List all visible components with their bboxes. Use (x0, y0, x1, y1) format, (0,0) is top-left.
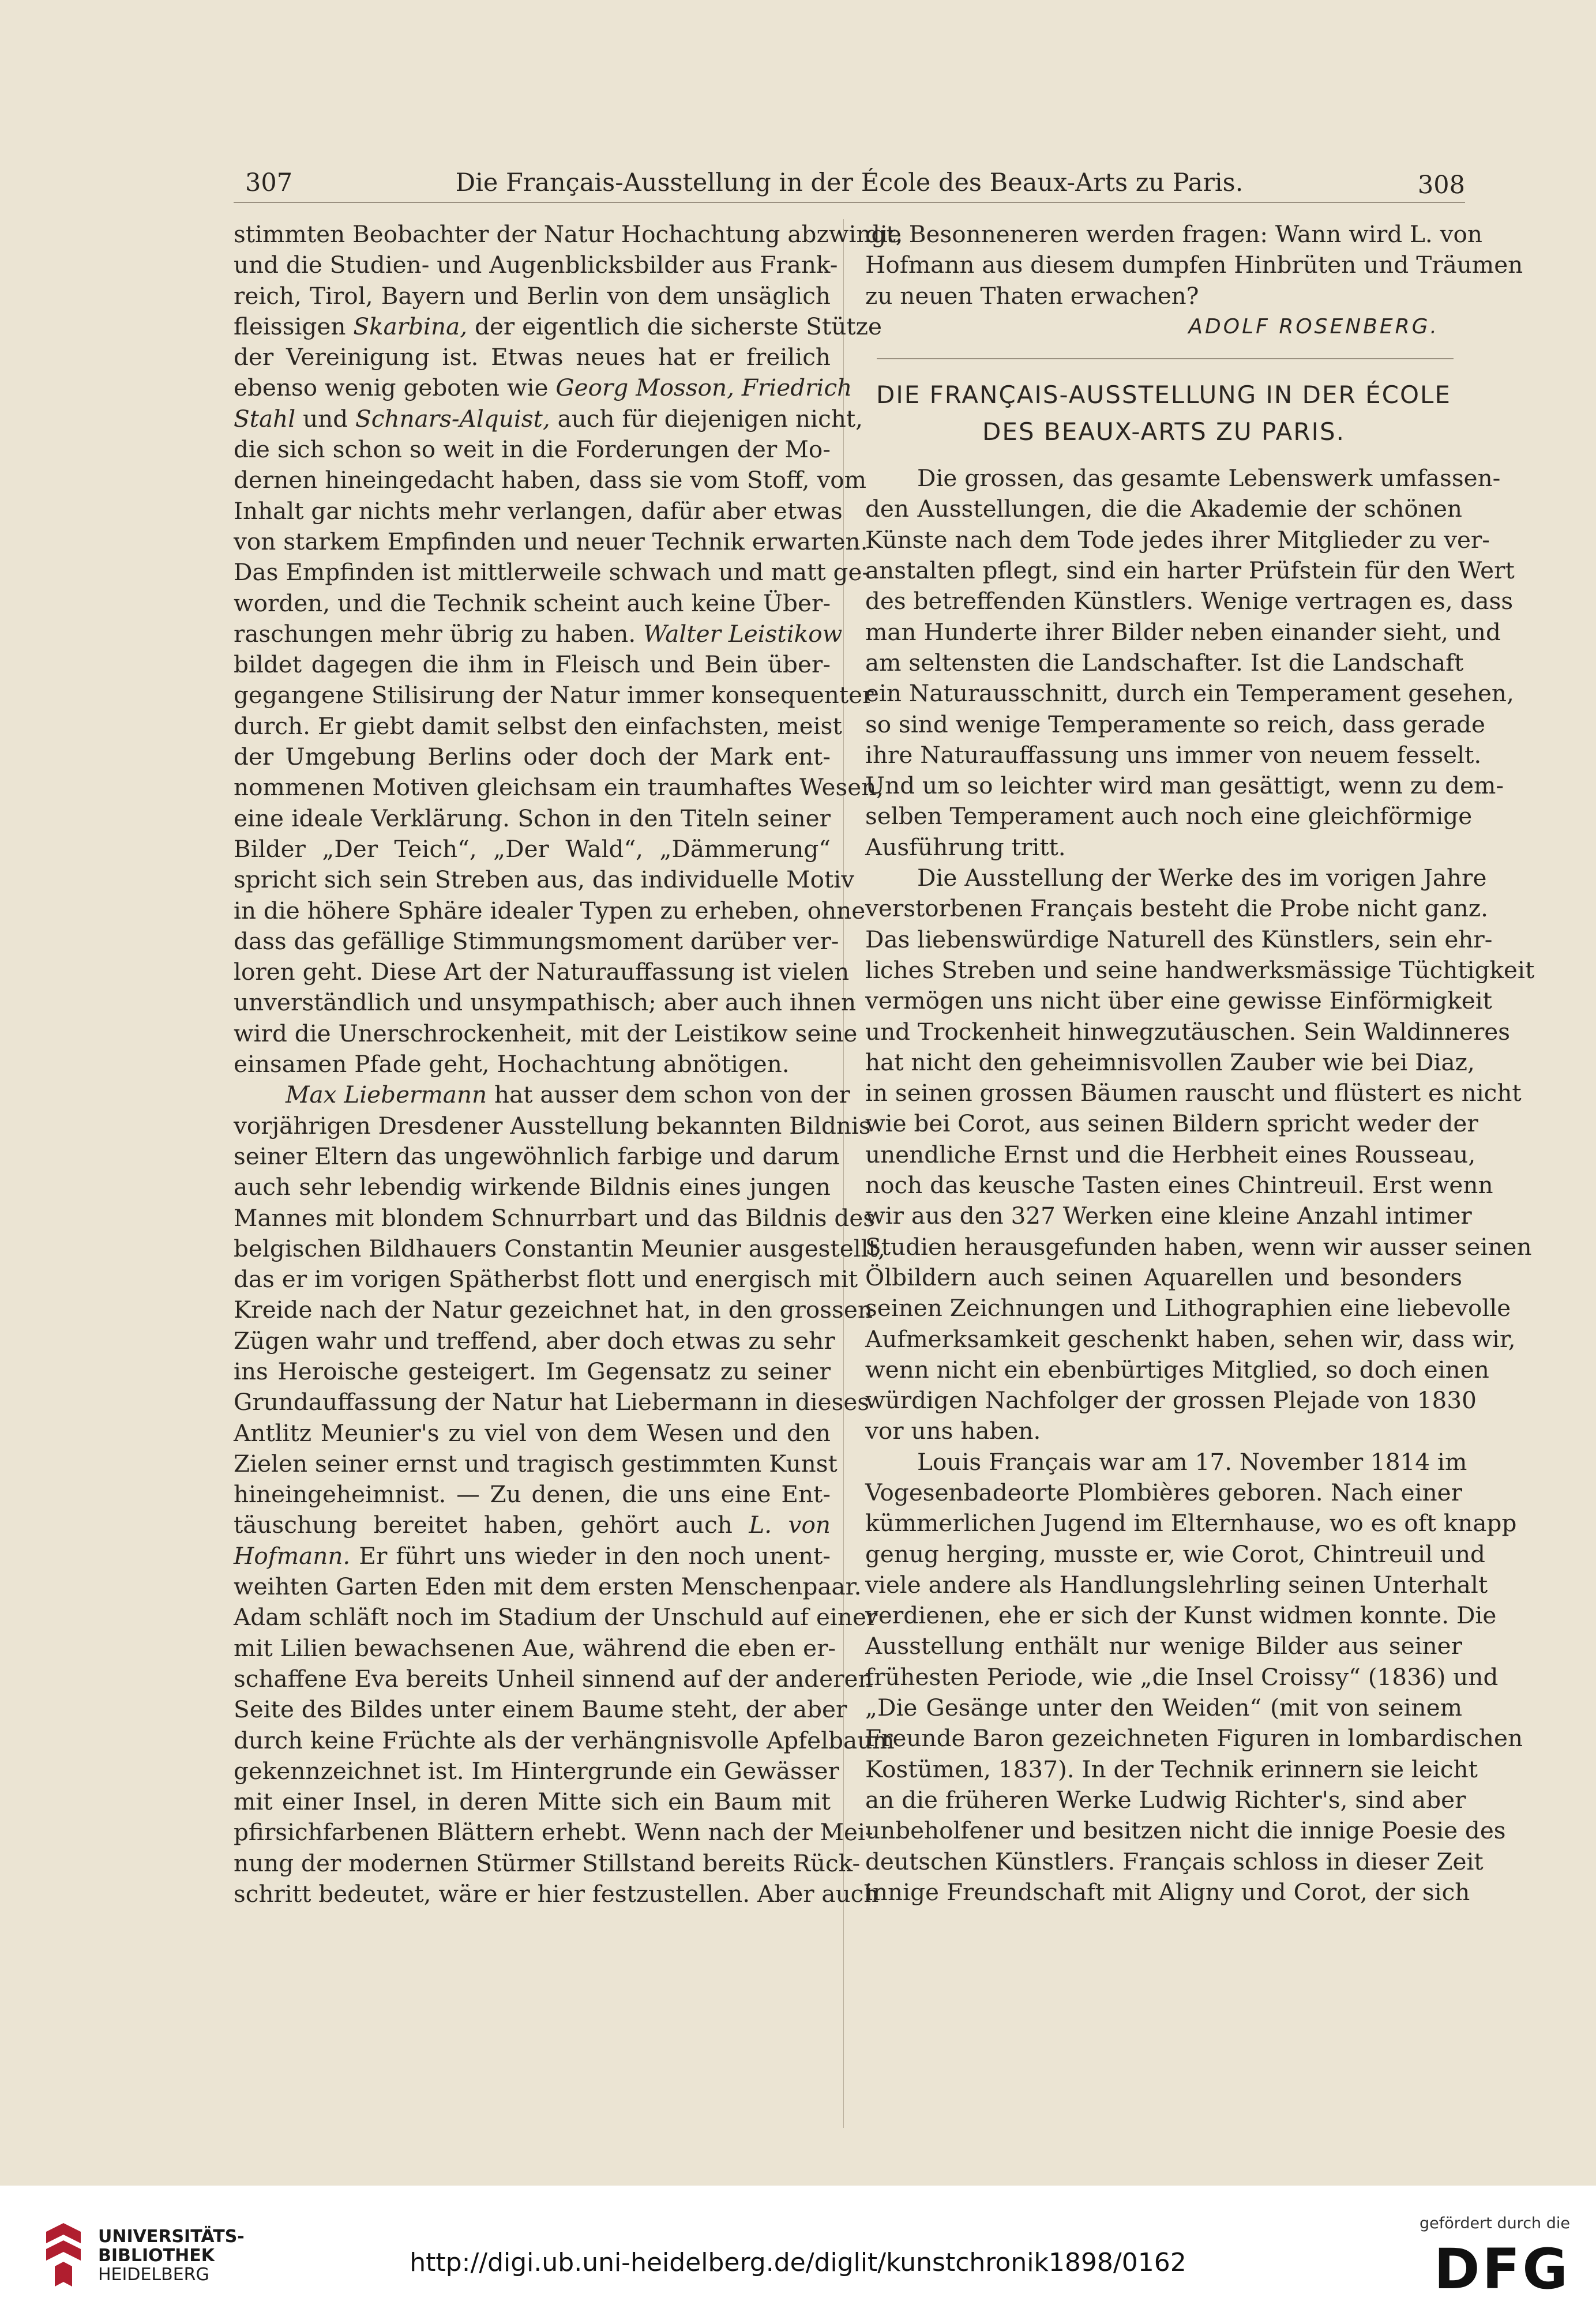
text-line: Freunde Baron gezeichneten Figuren in lombardischen (865, 1724, 1523, 1753)
text-line: schritt bedeutet, wäre er hier festzustellen. Aber auch (234, 1880, 879, 1908)
text-line: selben Temperament auch noch eine gleichförmige (865, 802, 1473, 830)
text-line: zu neuen Thaten erwachen? (865, 281, 1199, 310)
running-title: Die Français-Ausstellung in der École des Beaux-Arts zu Paris. (455, 168, 1244, 197)
text-line: die sich schon so weit in die Forderungen der Mo- (234, 435, 831, 464)
text-line: ein Naturausschnitt, durch ein Temperament gesehen, (865, 679, 1514, 708)
text-line: Das Empfinden ist mittlerweile schwach und matt ge- (234, 558, 870, 586)
text-line: in die höhere Sphäre idealer Typen zu erheben, ohne (234, 896, 866, 924)
digitization-footer (0, 2186, 1596, 2324)
text-line: Zielen seiner ernst und tragisch gestimmten Kunst (234, 1449, 838, 1477)
text-line: dass das gefällige Stimmungsmoment darüber ver- (234, 927, 839, 955)
text-line: Ausstellung enthält nur wenige Bilder aus seiner (865, 1632, 1462, 1660)
article-heading (865, 377, 1462, 450)
running-header (234, 163, 1465, 203)
paragraph (865, 1447, 1523, 1908)
text-line: Antlitz Meunier's zu viel von dem Wesen und den (234, 1419, 831, 1447)
text-line: hineingeheimnist. — Zu denen, die uns eine Ent- (234, 1480, 831, 1509)
artist-name: Max Liebermann (286, 1081, 487, 1109)
text-line: wenn nicht ein ebenbürtiges Mitglied, so doch einen (865, 1355, 1489, 1383)
text-line: genug herging, musste er, wie Corot, Chintreuil und (865, 1540, 1485, 1568)
header-rule (234, 202, 1465, 203)
text-line: durch. Er giebt damit selbst den einfachsten, meist (234, 712, 842, 740)
permalink[interactable]: http://digi.ub.uni-heidelberg.de/diglit/kunstchronik1898/0162 (410, 2248, 1186, 2277)
funding-label: gefördert durch die (1419, 2214, 1570, 2232)
text-line: worden, und die Technik scheint auch keine Über- (234, 589, 831, 617)
text-line: man Hunderte ihrer Bilder neben einander sieht, und (865, 618, 1501, 646)
text-line: wir aus den 327 Werken eine kleine Anzahl intimer (865, 1202, 1472, 1230)
text-line: seinen Zeichnungen und Lithographien eine liebevolle (865, 1294, 1511, 1322)
text-line: fleissigen Skarbina, der eigentlich die sicherste Stütze (234, 312, 882, 340)
artist-name: Stahl (234, 404, 296, 433)
text-line: spricht sich sein Streben aus, das individuelle Motiv (234, 866, 855, 894)
text-line: das er im vorigen Spätherbst flott und energisch mit (234, 1265, 858, 1293)
text-line: loren geht. Diese Art der Naturauffassung ist vielen (234, 958, 850, 986)
text-line: pfirsichfarbenen Blättern erhebt. Wenn nach der Mei- (234, 1818, 873, 1847)
artist-name: Georg Mosson, Friedrich (555, 374, 853, 402)
text-line: des betreffenden Künstlers. Wenige vertragen es, dass (865, 587, 1514, 615)
text-line: Bilder „Der Teich“, „Der Wald“, „Dämmerung“ (234, 834, 831, 863)
page-number-right: 308 (1417, 171, 1465, 200)
text-line: schaffene Eva bereits Unheil sinnend auf der anderen (234, 1664, 873, 1693)
artist-name: Skarbina, (353, 312, 468, 340)
paragraph (865, 219, 1523, 311)
text-line: hat nicht den geheimnisvollen Zauber wie bei Diaz, (865, 1048, 1475, 1076)
text-line: anstalten pflegt, sind ein harter Prüfstein für den Wert (865, 556, 1515, 585)
text-line: Und um so leichter wird man gesättigt, wenn zu dem- (865, 772, 1504, 800)
text-line: Hofmann aus diesem dumpfen Hinbrüten und Träumen (865, 251, 1523, 279)
text-line: und die Studien- und Augenblicksbilder aus Frank- (234, 251, 838, 279)
text-line: Louis Français war am 17. November 1814 im (917, 1447, 1467, 1476)
text-line: Mannes mit blondem Schnurrbart und das Bildnis des (234, 1204, 876, 1232)
text-line: innige Freundschaft mit Aligny und Corot, der sich (865, 1878, 1470, 1906)
heading-line: DIE FRANÇAIS-AUSSTELLUNG IN DER ÉCOLE (876, 381, 1451, 409)
text-line: kümmerlichen Jugend im Elternhause, wo es oft knapp (865, 1509, 1517, 1537)
text-line: Kreide nach der Natur gezeichnet hat, in den grossen (234, 1296, 873, 1324)
section-rule (877, 358, 1454, 359)
text-line: einsamen Pfade geht, Hochachtung abnötigen. (234, 1050, 790, 1078)
author-signature: ADOLF ROSENBERG. (1188, 314, 1439, 339)
text-line: noch das keusche Tasten eines Chintreuil. Erst wenn (865, 1171, 1493, 1199)
dfg-logo: DFG (1433, 2237, 1570, 2302)
text-line: unbeholfener und besitzen nicht die innige Poesie des (865, 1817, 1506, 1845)
text-line: Zügen wahr und treffend, aber doch etwas zu sehr (234, 1326, 835, 1355)
text-line: „Die Gesänge unter den Weiden“ (mit von seinem (865, 1694, 1462, 1722)
text-line: vor uns haben. (865, 1417, 1041, 1445)
text-line: unverständlich und unsympathisch; aber auch ihnen (234, 988, 857, 1017)
text-line: vorjährigen Dresdener Ausstellung bekannten Bildnis (234, 1111, 871, 1140)
paragraph (865, 463, 1515, 863)
text-line: raschungen mehr übrig zu haben. Walter Leistikow (234, 619, 843, 648)
text-line: täuschung bereitet haben, gehört auch L. von (234, 1511, 831, 1539)
text-line: weihten Garten Eden mit dem ersten Menschenpaar. (234, 1573, 862, 1601)
text-line: nommenen Motiven gleichsam ein traumhaftes Wesen, (234, 773, 884, 802)
artist-name: Schnars-Alquist, (355, 404, 550, 433)
library-name-line: HEIDELBERG (98, 2265, 209, 2285)
right-column (865, 219, 1535, 1908)
text-line: seiner Eltern das ungewöhnlich farbige und darum (234, 1142, 840, 1170)
text-line: Kostümen, 1837). In der Technik erinnern sie leicht (865, 1755, 1478, 1783)
text-line: unendliche Ernst und die Herbheit eines Rousseau, (865, 1140, 1476, 1168)
heading-line: DES BEAUX-ARTS ZU PARIS. (982, 418, 1345, 446)
paragraph (865, 863, 1535, 1447)
text-line: vermögen uns nicht über eine gewisse Einförmigkeit (865, 987, 1492, 1015)
text-line: von starkem Empfinden und neuer Technik erwarten. (234, 527, 868, 555)
text-line: nung der modernen Stürmer Stillstand bereits Rück- (234, 1849, 861, 1877)
text-line: Vogesenbadeorte Plombières geboren. Nach einer (865, 1478, 1462, 1506)
text-line: liches Streben und seine handwerksmässige Tüchtigkeit (865, 956, 1535, 984)
text-line: viele andere als Handlungslehrling seinen Unterhalt (865, 1570, 1488, 1599)
text-line: Die Ausstellung der Werke des im vorigen Jahre (917, 864, 1487, 892)
text-line: Das liebenswürdige Naturell des Künstlers, sein ehr- (865, 925, 1493, 953)
text-line: verdienen, ehe er sich der Kunst widmen konnte. Die (865, 1601, 1497, 1630)
text-line: Studien herausgefunden haben, wenn wir ausser seinen (865, 1232, 1532, 1261)
library-name-line: UNIVERSITÄTS- (98, 2227, 245, 2247)
text-line: Ausführung tritt. (865, 833, 1066, 861)
text-line: würdigen Nachfolger der grossen Plejade von 1830 (865, 1386, 1477, 1415)
text-line: durch keine Früchte als der verhängnisvolle Apfelbaum (234, 1726, 895, 1754)
text-line: Hofmann. Er führt uns wieder in den noch unent- (234, 1541, 831, 1570)
text-line: belgischen Bildhauers Constantin Meunier ausgestellt, (234, 1234, 885, 1262)
text-line: so sind wenige Temperamente so reich, dass gerade (865, 710, 1485, 738)
text-line: frühesten Periode, wie „die Insel Croissy“ (1836) und (865, 1663, 1499, 1691)
paragraph (234, 219, 903, 1080)
page-number-left: 307 (245, 168, 293, 197)
text-line: eine ideale Verklärung. Schon in den Titeln seiner (234, 804, 831, 832)
text-line: ihre Naturauffassung uns immer von neuem fesselt. (865, 740, 1482, 769)
text-line: deutschen Künstlers. Français schloss in dieser Zeit (865, 1847, 1484, 1875)
library-name-line: BIBLIOTHEK (98, 2246, 215, 2266)
text-line: Die grossen, das gesamte Lebenswerk umfassen- (917, 464, 1501, 492)
text-line: Künste nach dem Tode jedes ihrer Mitglieder zu ver- (865, 525, 1490, 554)
text-line: an die früheren Werke Ludwig Richter's, sind aber (865, 1785, 1466, 1814)
artist-name: Hofmann. (234, 1541, 351, 1570)
text-line: dernen hineingedacht haben, dass sie vom Stoff, vom (234, 466, 867, 494)
text-line: Aufmerksamkeit geschenkt haben, sehen wir, dass wir, (865, 1325, 1516, 1353)
text-line: mit einer Insel, in deren Mitte sich ein Baum mit (234, 1788, 831, 1816)
text-line: am seltensten die Landschafter. Ist die Landschaft (865, 648, 1464, 676)
text-line: reich, Tirol, Bayern und Berlin von dem unsäglich (234, 281, 831, 310)
text-line: Ölbildern auch seinen Aquarellen und besonders (865, 1263, 1462, 1291)
text-line: ebenso wenig geboten wie Georg Mosson, Friedrich (234, 374, 853, 402)
text-line: in seinen grossen Bäumen rauscht und flüstert es nicht (865, 1079, 1522, 1107)
text-line: wie bei Corot, aus seinen Bildern spricht weder der (865, 1110, 1478, 1138)
left-column (234, 219, 903, 1909)
text-line: Adam schläft noch im Stadium der Unschuld auf einer (234, 1603, 878, 1631)
text-line: gegangene Stilisirung der Natur immer konsequenter (234, 681, 874, 709)
text-line: Seite des Bildes unter einem Baume steht, der aber (234, 1695, 847, 1724)
text-line: gekennzeichnet ist. Im Hintergrunde ein Gewässer (234, 1757, 839, 1785)
text-line: stimmten Beobachter der Natur Hochachtung abzwingt, (234, 220, 903, 248)
artist-name: Walter Leistikow (643, 619, 843, 648)
text-line: wird die Unerschrockenheit, mit der Leistikow seine (234, 1019, 858, 1047)
paragraph (234, 1080, 895, 1909)
text-line: Stahl und Schnars-Alquist, auch für diejenigen nicht, (234, 404, 863, 433)
text-line: die Besonneneren werden fragen: Wann wird L. von (865, 220, 1482, 248)
text-line: Max Liebermann hat ausser dem schon von der (286, 1081, 850, 1109)
text-line: mit Lilien bewachsenen Aue, während die eben er- (234, 1634, 836, 1662)
text-line: ins Heroische gesteigert. Im Gegensatz zu seiner (234, 1357, 831, 1385)
text-line: verstorbenen Français besteht die Probe nicht ganz. (865, 894, 1488, 923)
text-line: und Trockenheit hinwegzutäuschen. Sein Waldinneres (865, 1017, 1511, 1046)
artist-name: L. von (749, 1511, 831, 1539)
text-line: der Vereinigung ist. Etwas neues hat er freilich (234, 343, 831, 371)
text-line: bildet dagegen die ihm in Fleisch und Bein über- (234, 650, 831, 679)
text-line: Inhalt gar nichts mehr verlangen, dafür aber etwas (234, 497, 843, 525)
text-line: auch sehr lebendig wirkende Bildnis eines jungen (234, 1173, 831, 1201)
text-line: der Umgebung Berlins oder doch der Mark ent- (234, 743, 831, 771)
text-line: den Ausstellungen, die die Akademie der schönen (865, 495, 1462, 523)
text-line: Grundauffassung der Natur hat Liebermann in dieses (234, 1388, 870, 1416)
